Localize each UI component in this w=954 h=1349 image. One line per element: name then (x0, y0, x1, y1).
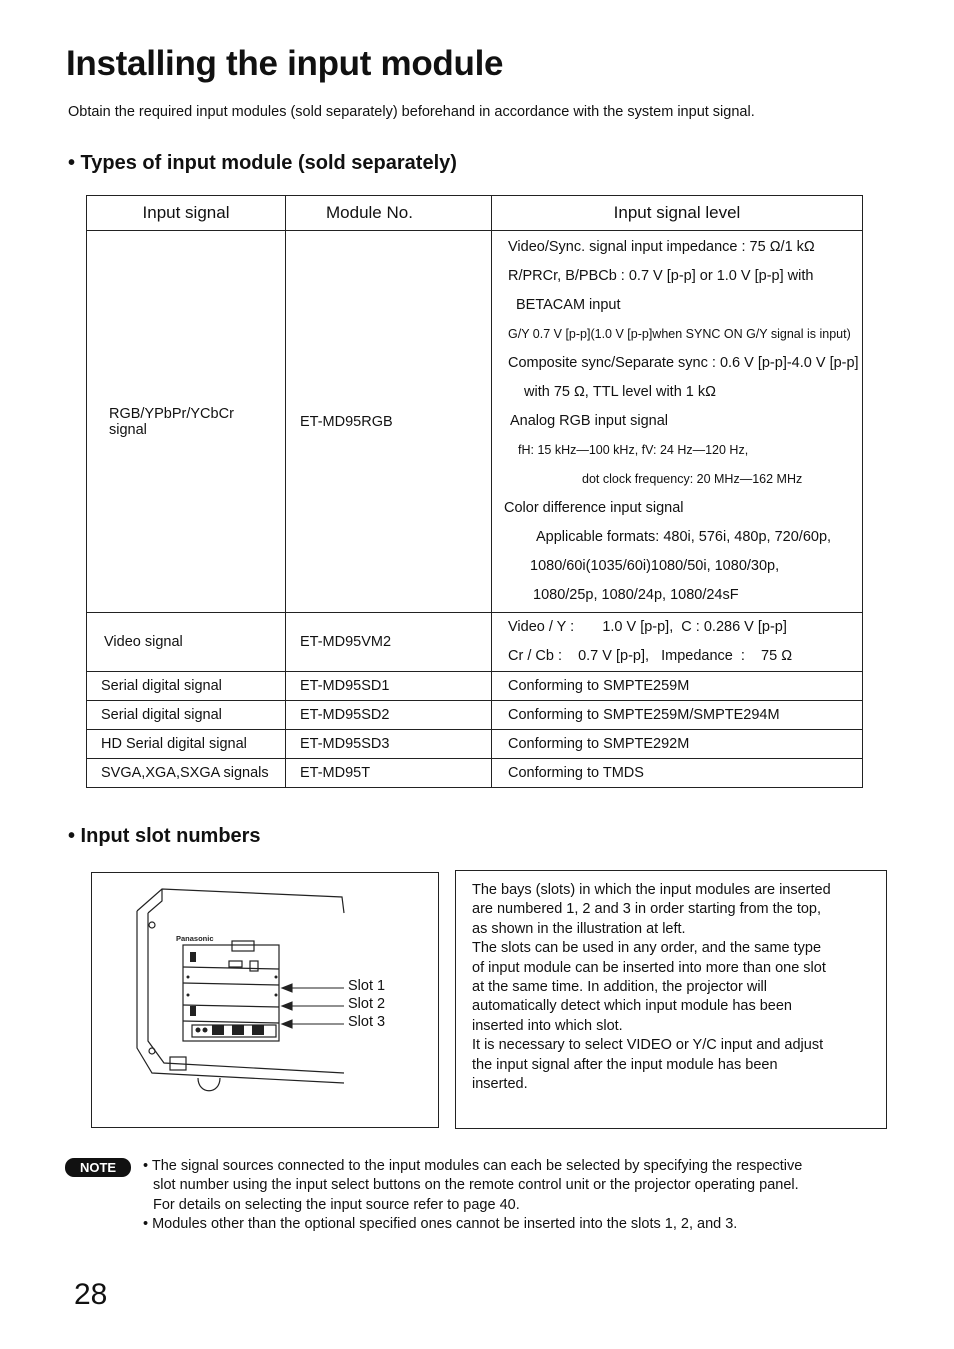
cell-module: ET-MD95VM2 (286, 613, 492, 672)
cell-signal: Video signal (87, 613, 286, 672)
table-row (87, 759, 863, 788)
table-row (87, 701, 863, 730)
header-input-signal: Input signal (87, 196, 286, 231)
cell-module: ET-MD95SD3 (286, 730, 492, 759)
projector-illustration (91, 872, 439, 1128)
slot-labels (348, 977, 385, 1031)
cell-module: ET-MD95SD2 (286, 701, 492, 730)
slot-1-label: Slot 1 (348, 978, 386, 994)
page-number: 28 (74, 1278, 108, 1311)
table-row (87, 613, 863, 672)
cell-level: Conforming to SMPTE259M (492, 672, 863, 701)
slot-description-box (455, 870, 887, 1129)
brand-logo: Panasonic (176, 934, 214, 943)
cell-module: ET-MD95RGB (286, 231, 492, 613)
cell-signal: RGB/YPbPr/YCbCr signal (87, 231, 286, 613)
table-row (87, 231, 863, 613)
slot-description: The bays (slots) in which the input modules are inserted are numbered 1, 2 and 3 in order starting from the top, as shown in the illustration at left. The slots can be used in any order, and the same type of input module can be inserted into more than one slot at the same time. In addition, the projector will automatically detect which input module has been inserted into which slot. It is necessary to select VIDEO or Y/C input and adjust the input signal after the input module has been inserted. (472, 882, 831, 1093)
cell-signal: Serial digital signal (87, 672, 286, 701)
table-row (87, 672, 863, 701)
section-heading-types: • Types of input module (sold separately) (68, 152, 457, 174)
table-row (87, 730, 863, 759)
cell-level: Conforming to SMPTE259M/SMPTE294M (492, 701, 863, 730)
cell-module: ET-MD95SD1 (286, 672, 492, 701)
cell-signal: Serial digital signal (87, 701, 286, 730)
header-module-no: Module No. (286, 196, 492, 231)
module-table (86, 195, 863, 788)
projector-drawing (92, 873, 438, 1127)
note-text: • The signal sources connected to the input modules can each be selected by specifying the respective slot number using the input select buttons on the remote control unit or the projector operating panel. For details on selecting the input source refer to page 40. • Modules other than the optional specified ones cannot be inserted into the slots 1, 2, and 3. (143, 1158, 803, 1233)
cell-levels: Video / Y : 1.0 V [p-p], C : 0.286 V [p-p] Cr / Cb : 0.7 V [p-p], Impedance : 75 Ω (492, 613, 863, 672)
intro-text: Obtain the required input modules (sold separately) beforehand in accordance with the system input signal. (68, 104, 755, 120)
slot-2-label: Slot 2 (348, 996, 386, 1012)
section-heading-slots: • Input slot numbers (68, 825, 261, 847)
cell-levels: Video/Sync. signal input impedance : 75 Ω/1 kΩ R/PRCr, B/PBCb : 0.7 V [p-p] or 1.0 V [p-p] with BETACAM input G/Y 0.7 V [p-p](1.0 V [p-p]when SYNC ON G/Y signal is input) Composite sync/Separate sync : 0.6 V [p-p]-4.0 V [p-p] with 75 Ω, TTL level with 1 kΩ Analog RGB input signal fH: 15 kHz—100 kHz, fV: 24 Hz—120 Hz, dot clock frequency: 20 MHz—162 MHz Color difference input signal Applicable formats: 480i, 576i, 480p, 720/60p, 1080/60i(1035/60i)1080/50i, 1080/30p, 1080/25p, 1080/24p, 1080/24sF (492, 231, 863, 613)
page-title: Installing the input module (66, 44, 504, 83)
slot-3-label: Slot 3 (348, 1014, 386, 1030)
cell-signal: HD Serial digital signal (87, 730, 286, 759)
table-header-row (87, 196, 863, 231)
note-badge: NOTE (65, 1158, 131, 1177)
cell-level: Conforming to TMDS (492, 759, 863, 788)
cell-signal: SVGA,XGA,SXGA signals (87, 759, 286, 788)
cell-level: Conforming to SMPTE292M (492, 730, 863, 759)
header-signal-level: Input signal level (492, 196, 863, 231)
cell-module: ET-MD95T (286, 759, 492, 788)
